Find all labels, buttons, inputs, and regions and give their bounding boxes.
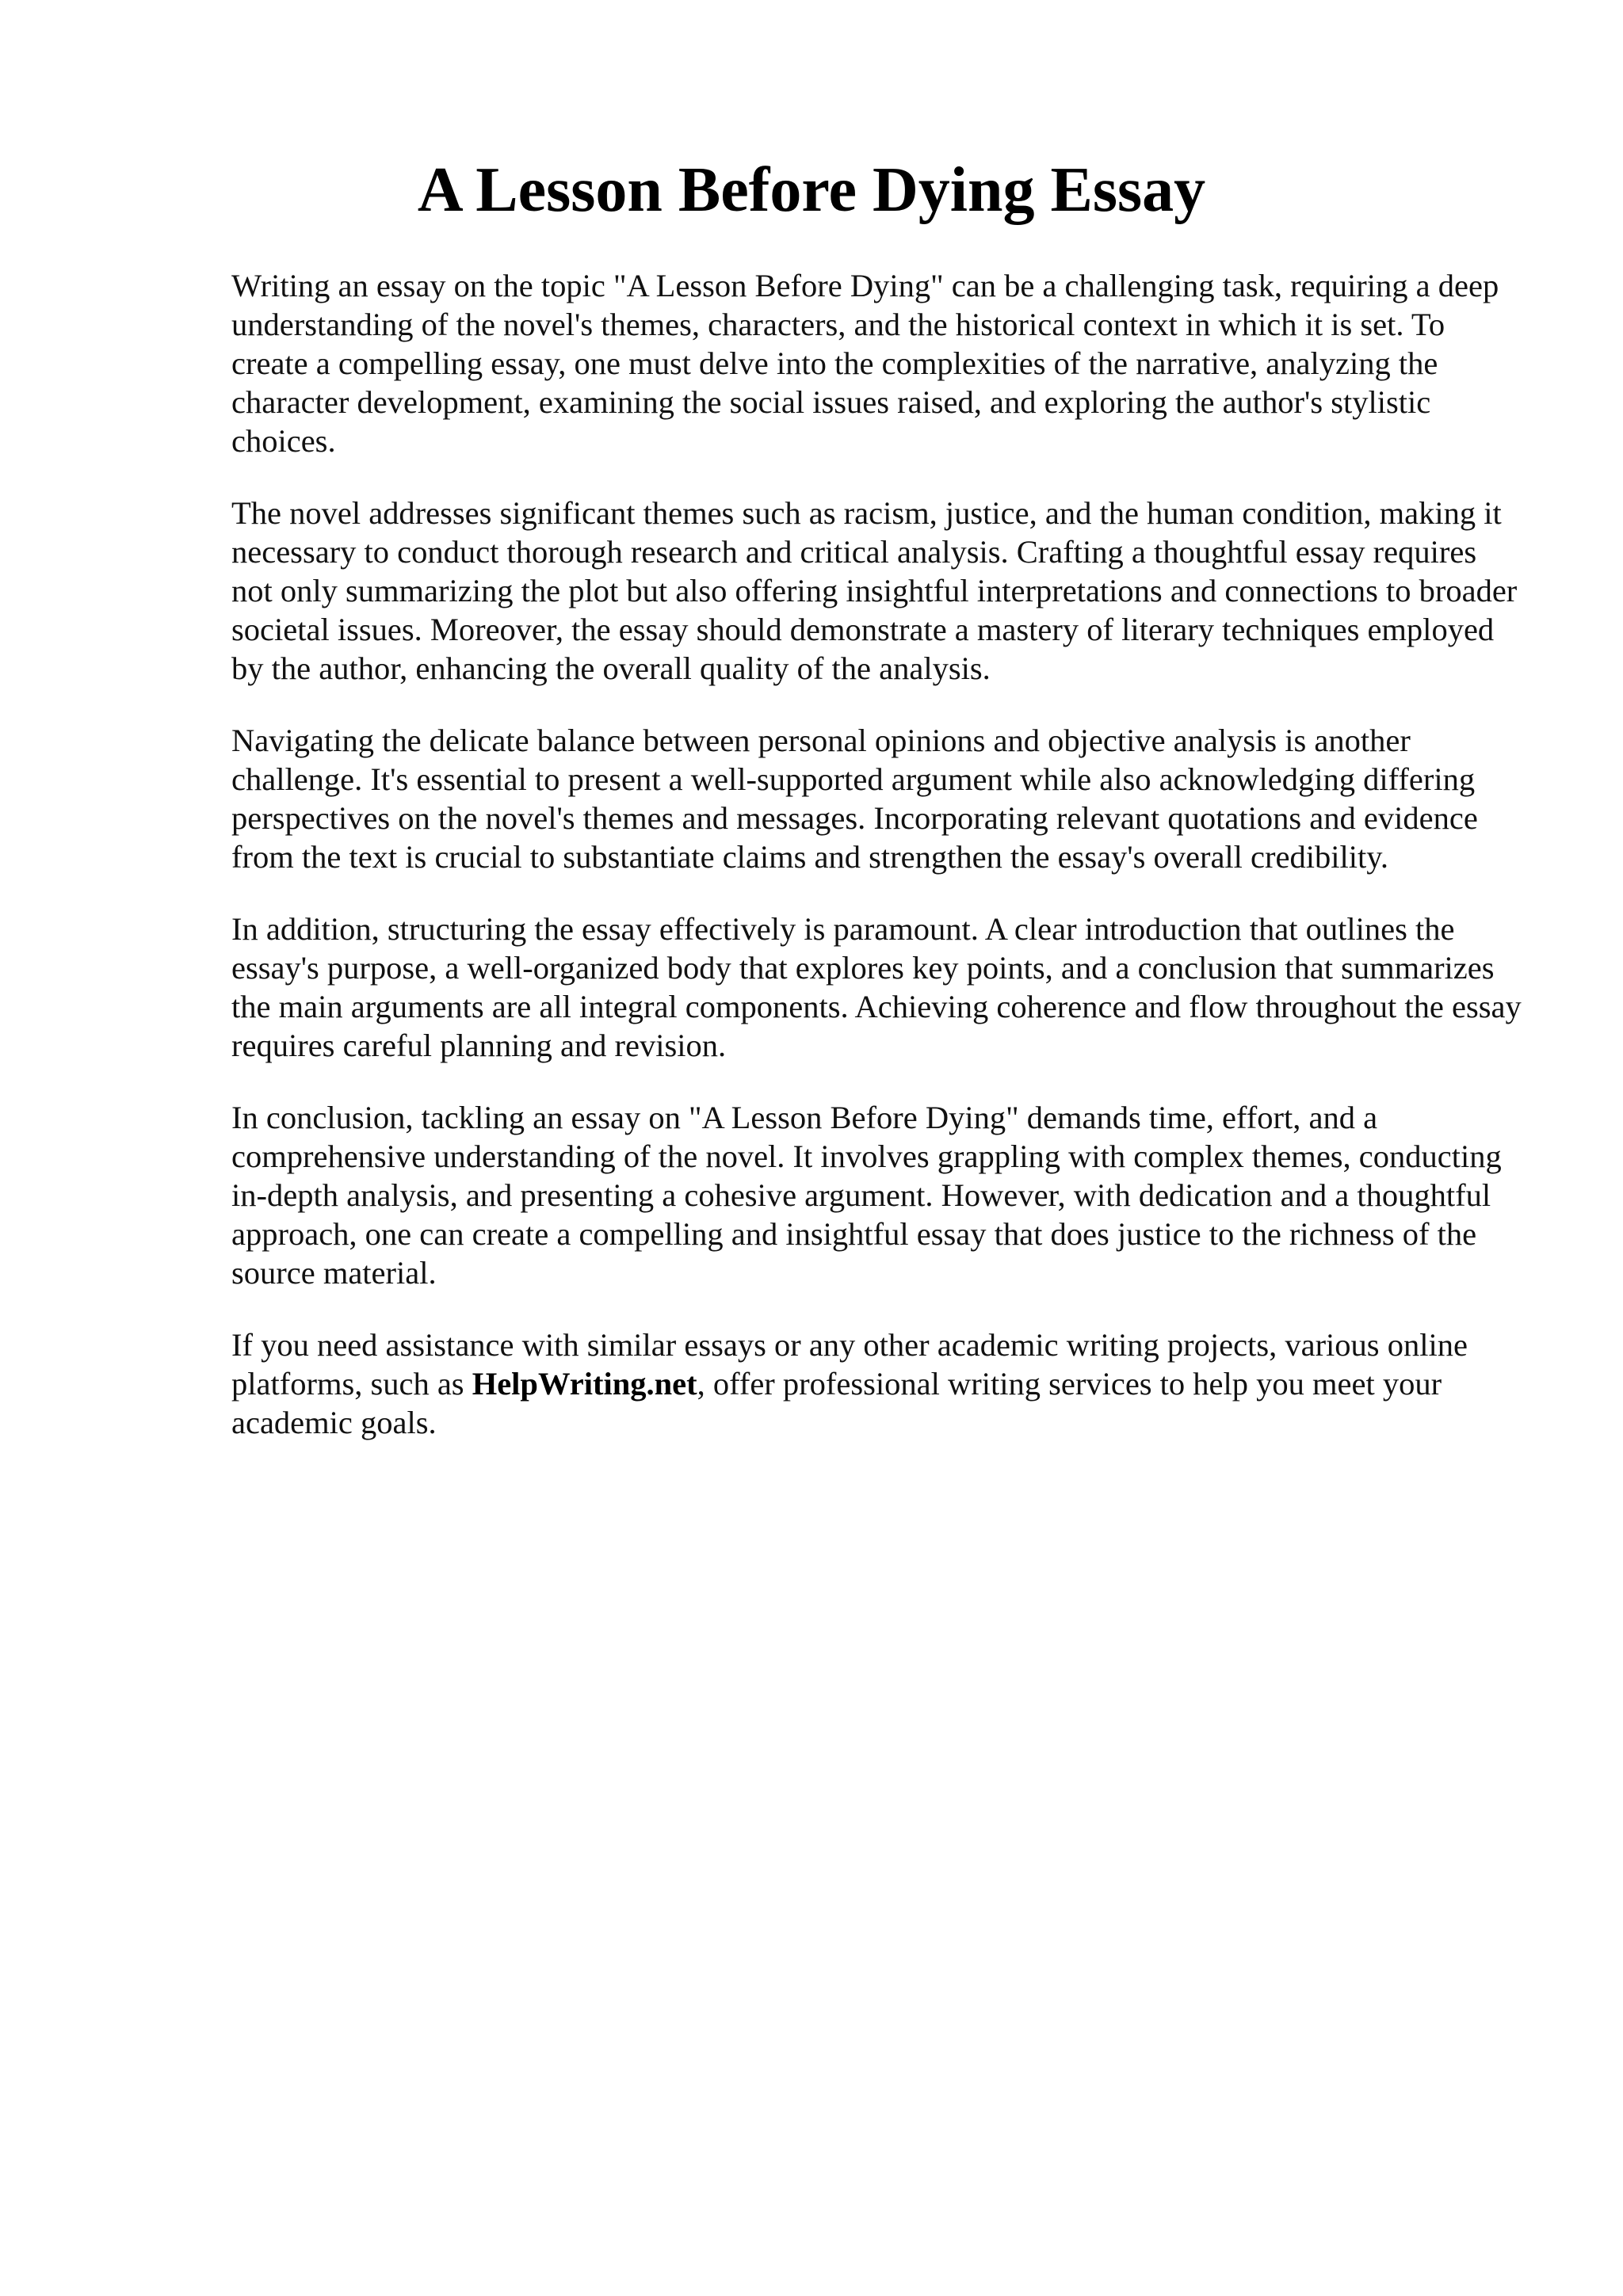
paragraph-balance: Navigating the delicate balance between personal opinions and objective analysis is another challenge. It's essential to present a well-supported argument while also acknowledging differing perspectives on the novel's themes and messages. Incorporating relevant quotations and evidence from the text is crucial to substantiate claims and strengthen the essay's overall credibility. — [231, 723, 1478, 875]
closing-text-before: If you need assistance with similar essays or any other academic writing projects, various online platforms, such as — [231, 1327, 1468, 1402]
paragraph-conclusion: In conclusion, tackling an essay on "A Lesson Before Dying" demands time, effort, and a comprehensive understanding of the novel. It involves grappling with complex themes, conducting in-depth analysis, and presenting a cohesive argument. However, with dedication and a thoughtful approach, one can create a compelling and insightful essay that does justice to the richness of the source material. — [231, 1100, 1502, 1291]
paragraph-themes: The novel addresses significant themes such as racism, justice, and the human condition, making it necessary to conduct thorough research and critical analysis. Crafting a thoughtful essay requires not only summarizing the plot but also offering insightful interpretations and connections to broader societal issues. Moreover, the essay should demonstrate a mastery of literary techniques employed by the author, enhancing the overall quality of the analysis. — [231, 495, 1518, 686]
paragraph-closing — [231, 1325, 1523, 1442]
closing-text-after: , offer professional writing services to help you meet your academic goals. — [231, 1366, 1442, 1440]
paragraph-intro: Writing an essay on the topic "A Lesson Before Dying" can be a challenging task, requiring a deep understanding of the novel's themes, characters, and the historical context in which it is set. To create a compelling essay, one must delve into the complexities of the narrative, analyzing the character development, examining the social issues raised, and exploring the author's stylistic choices. — [231, 268, 1499, 459]
paragraph-structure: In addition, structuring the essay effectively is paramount. A clear introduction that outlines the essay's purpose, a well-organized body that explores key points, and a conclusion that summarizes the main arguments are all integral components. Achieving coherence and flow throughout the essay requires careful planning and revision. — [231, 911, 1522, 1063]
document-body — [231, 266, 1523, 1475]
document-title: A Lesson Before Dying Essay — [417, 155, 1206, 225]
helpwriting-brand: HelpWriting.net — [472, 1366, 697, 1402]
